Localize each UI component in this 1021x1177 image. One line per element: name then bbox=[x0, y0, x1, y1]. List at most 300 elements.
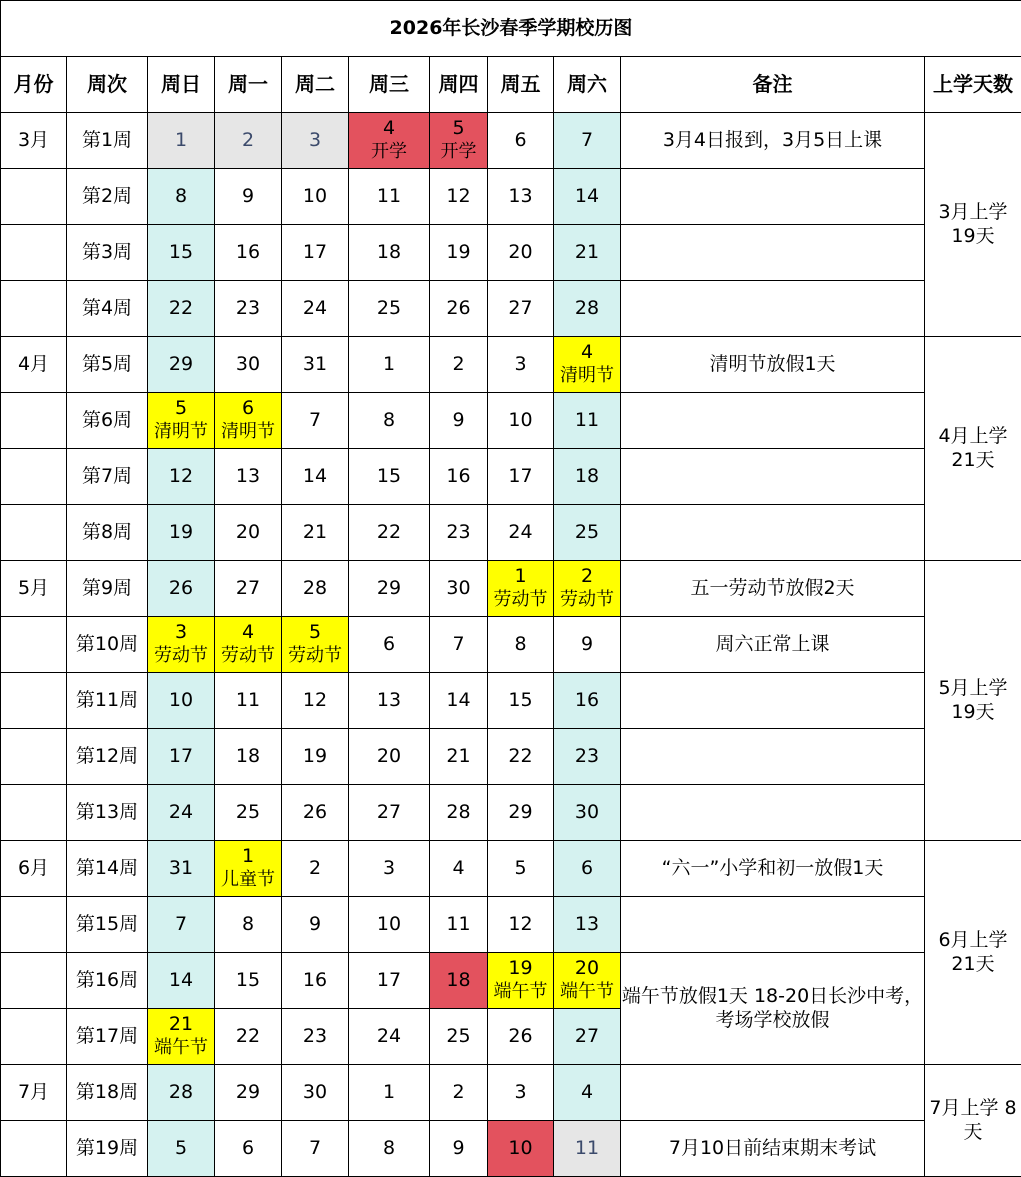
day-number: 2 bbox=[452, 1080, 465, 1103]
week-cell: 第9周 bbox=[67, 561, 148, 617]
day-number: 22 bbox=[508, 744, 533, 767]
day-cell bbox=[349, 449, 430, 505]
day-number: 12 bbox=[508, 912, 533, 935]
day-cell bbox=[554, 113, 621, 169]
week-cell: 第6周 bbox=[67, 393, 148, 449]
day-cell bbox=[282, 785, 349, 841]
day-number: 22 bbox=[235, 1024, 261, 1047]
day-number: 19 bbox=[168, 520, 194, 543]
day-number: 18 bbox=[376, 240, 402, 263]
day-cell bbox=[282, 225, 349, 281]
day-number: 26 bbox=[302, 800, 328, 823]
day-number: 2 bbox=[580, 565, 594, 588]
day-number: 29 bbox=[508, 800, 533, 823]
day-cell bbox=[349, 953, 430, 1009]
day-cell bbox=[488, 673, 554, 729]
day-event-label: 劳动节 bbox=[154, 645, 208, 667]
day-number: 27 bbox=[574, 1024, 600, 1047]
day-cell bbox=[349, 897, 430, 953]
day-number: 17 bbox=[508, 464, 533, 487]
day-cell bbox=[148, 281, 215, 337]
day-number: 12 bbox=[168, 464, 194, 487]
week-row bbox=[1, 113, 1021, 169]
day-cell bbox=[215, 841, 282, 897]
week-row bbox=[1, 897, 1021, 953]
day-number: 4 bbox=[382, 117, 396, 140]
week-row bbox=[1, 281, 1021, 337]
day-cell bbox=[430, 953, 488, 1009]
day-cell bbox=[215, 1009, 282, 1065]
day-cell bbox=[148, 617, 215, 673]
day-event-label: 清明节 bbox=[560, 365, 614, 387]
week-cell: 第15周 bbox=[67, 897, 148, 953]
week-cell: 第19周 bbox=[67, 1121, 148, 1177]
header-notes: 备注 bbox=[621, 57, 925, 113]
day-number: 4 bbox=[580, 1080, 594, 1103]
week-cell: 第12周 bbox=[67, 729, 148, 785]
day-cell bbox=[430, 897, 488, 953]
day-cell bbox=[430, 393, 488, 449]
day-number: 12 bbox=[446, 184, 471, 207]
day-cell bbox=[148, 1009, 215, 1065]
day-cell bbox=[148, 393, 215, 449]
day-number: 25 bbox=[574, 520, 600, 543]
note-cell bbox=[621, 169, 925, 225]
day-cell bbox=[148, 337, 215, 393]
day-cell bbox=[282, 113, 349, 169]
day-cell bbox=[554, 337, 621, 393]
week-row bbox=[1, 393, 1021, 449]
day-cell bbox=[282, 1065, 349, 1121]
day-number: 19 bbox=[302, 744, 328, 767]
day-cell bbox=[282, 449, 349, 505]
week-row bbox=[1, 673, 1021, 729]
day-cell bbox=[488, 1121, 554, 1177]
day-number: 3 bbox=[308, 128, 322, 151]
day-cell bbox=[148, 449, 215, 505]
day-event-label: 儿童节 bbox=[221, 869, 275, 891]
day-number: 29 bbox=[235, 1080, 261, 1103]
day-number: 10 bbox=[302, 184, 328, 207]
month-cell bbox=[1, 673, 67, 729]
day-event-label: 端午节 bbox=[154, 1037, 208, 1059]
day-number: 9 bbox=[452, 408, 465, 431]
day-number: 21 bbox=[446, 744, 471, 767]
day-number: 24 bbox=[302, 296, 328, 319]
day-number: 11 bbox=[235, 688, 261, 711]
header-row bbox=[1, 57, 1021, 113]
day-number: 7 bbox=[308, 408, 322, 431]
day-number: 19 bbox=[508, 957, 533, 980]
day-cell bbox=[349, 169, 430, 225]
month-cell bbox=[1, 897, 67, 953]
day-cell bbox=[215, 449, 282, 505]
note-cell: 清明节放假1天 bbox=[621, 337, 925, 393]
day-cell bbox=[349, 505, 430, 561]
day-cell bbox=[430, 169, 488, 225]
header-wednesday: 周三 bbox=[349, 57, 430, 113]
day-cell bbox=[554, 785, 621, 841]
day-cell bbox=[349, 561, 430, 617]
day-number: 20 bbox=[376, 744, 402, 767]
day-number: 13 bbox=[508, 184, 533, 207]
calendar-title: 2026年长沙春季学期校历图 bbox=[1, 1, 1021, 57]
week-cell: 第11周 bbox=[67, 673, 148, 729]
day-cell bbox=[488, 953, 554, 1009]
day-cell bbox=[430, 449, 488, 505]
week-row bbox=[1, 785, 1021, 841]
day-cell bbox=[554, 953, 621, 1009]
day-cell bbox=[488, 561, 554, 617]
day-cell bbox=[554, 1121, 621, 1177]
day-number: 8 bbox=[382, 408, 396, 431]
month-cell: 5月 bbox=[1, 561, 67, 617]
note-cell bbox=[621, 393, 925, 449]
day-number: 6 bbox=[382, 632, 396, 655]
day-cell bbox=[148, 1121, 215, 1177]
day-number: 13 bbox=[376, 688, 402, 711]
month-cell bbox=[1, 169, 67, 225]
week-cell: 第8周 bbox=[67, 505, 148, 561]
day-number: 8 bbox=[514, 632, 527, 655]
week-cell: 第1周 bbox=[67, 113, 148, 169]
month-cell bbox=[1, 1121, 67, 1177]
day-cell bbox=[488, 393, 554, 449]
day-number: 28 bbox=[168, 1080, 194, 1103]
day-number: 20 bbox=[574, 957, 600, 980]
day-cell bbox=[215, 617, 282, 673]
day-cell bbox=[215, 113, 282, 169]
title-row bbox=[1, 1, 1021, 57]
day-cell bbox=[215, 785, 282, 841]
day-cell bbox=[282, 505, 349, 561]
day-number: 3 bbox=[382, 856, 396, 879]
day-number: 23 bbox=[235, 296, 261, 319]
day-cell bbox=[488, 785, 554, 841]
day-number: 5 bbox=[452, 117, 465, 140]
week-row bbox=[1, 729, 1021, 785]
day-cell bbox=[282, 393, 349, 449]
day-cell bbox=[349, 729, 430, 785]
day-number: 30 bbox=[302, 1080, 328, 1103]
month-cell bbox=[1, 225, 67, 281]
week-cell: 第10周 bbox=[67, 617, 148, 673]
day-event-label: 劳动节 bbox=[493, 589, 548, 611]
day-number: 8 bbox=[241, 912, 255, 935]
day-number: 16 bbox=[302, 968, 328, 991]
day-cell bbox=[215, 1121, 282, 1177]
day-number: 23 bbox=[574, 744, 600, 767]
day-number: 24 bbox=[376, 1024, 402, 1047]
day-cell bbox=[430, 1009, 488, 1065]
day-number: 7 bbox=[452, 632, 465, 655]
day-cell bbox=[282, 1009, 349, 1065]
day-number: 6 bbox=[580, 856, 594, 879]
month-cell: 4月 bbox=[1, 337, 67, 393]
day-cell bbox=[430, 113, 488, 169]
day-cell bbox=[430, 729, 488, 785]
day-cell bbox=[554, 225, 621, 281]
day-cell bbox=[554, 617, 621, 673]
day-cell bbox=[282, 841, 349, 897]
day-cell bbox=[148, 673, 215, 729]
day-cell bbox=[215, 505, 282, 561]
week-cell: 第7周 bbox=[67, 449, 148, 505]
week-row bbox=[1, 505, 1021, 561]
day-cell bbox=[488, 1009, 554, 1065]
day-cell bbox=[488, 113, 554, 169]
day-cell bbox=[282, 337, 349, 393]
note-cell bbox=[621, 281, 925, 337]
day-cell bbox=[215, 729, 282, 785]
day-cell bbox=[148, 225, 215, 281]
header-monday: 周一 bbox=[215, 57, 282, 113]
week-cell: 第18周 bbox=[67, 1065, 148, 1121]
day-number: 23 bbox=[446, 520, 471, 543]
week-cell: 第17周 bbox=[67, 1009, 148, 1065]
day-cell bbox=[282, 1121, 349, 1177]
day-cell bbox=[488, 897, 554, 953]
month-cell bbox=[1, 505, 67, 561]
day-number: 11 bbox=[574, 1136, 600, 1159]
day-cell bbox=[430, 673, 488, 729]
day-number: 16 bbox=[446, 464, 471, 487]
day-cell bbox=[430, 225, 488, 281]
day-cell bbox=[349, 113, 430, 169]
day-cell bbox=[282, 729, 349, 785]
week-row bbox=[1, 1121, 1021, 1177]
day-cell bbox=[349, 1009, 430, 1065]
day-cell bbox=[554, 449, 621, 505]
day-cell bbox=[349, 337, 430, 393]
day-number: 3 bbox=[174, 621, 188, 644]
day-cell bbox=[282, 169, 349, 225]
day-cell bbox=[215, 897, 282, 953]
day-cell bbox=[488, 841, 554, 897]
day-number: 5 bbox=[174, 1136, 188, 1159]
day-cell bbox=[554, 897, 621, 953]
day-number: 4 bbox=[580, 341, 594, 364]
day-number: 28 bbox=[574, 296, 600, 319]
week-row bbox=[1, 561, 1021, 617]
day-number: 15 bbox=[235, 968, 261, 991]
day-cell bbox=[554, 1065, 621, 1121]
day-cell bbox=[349, 841, 430, 897]
day-cell bbox=[488, 505, 554, 561]
day-event-label: 清明节 bbox=[221, 421, 275, 443]
day-number: 26 bbox=[168, 576, 194, 599]
header-month: 月份 bbox=[1, 57, 67, 113]
day-number: 16 bbox=[574, 688, 600, 711]
day-number: 27 bbox=[508, 296, 533, 319]
day-number: 1 bbox=[241, 845, 255, 868]
school-days-cell: 4月上学 21天 bbox=[925, 337, 1021, 561]
day-number: 2 bbox=[452, 352, 465, 375]
day-number: 17 bbox=[302, 240, 328, 263]
day-cell bbox=[215, 561, 282, 617]
note-cell bbox=[621, 673, 925, 729]
day-number: 26 bbox=[508, 1024, 533, 1047]
day-event-label: 劳动节 bbox=[288, 645, 342, 667]
day-number: 30 bbox=[574, 800, 600, 823]
month-cell bbox=[1, 729, 67, 785]
day-number: 25 bbox=[376, 296, 402, 319]
note-cell: 端午节放假1天 18-20日长沙中考，考场学校放假 bbox=[621, 953, 925, 1065]
note-cell bbox=[621, 449, 925, 505]
note-cell: 周六正常上课 bbox=[621, 617, 925, 673]
day-cell bbox=[148, 897, 215, 953]
day-cell bbox=[430, 1121, 488, 1177]
day-number: 18 bbox=[235, 744, 261, 767]
day-number: 18 bbox=[446, 968, 471, 991]
day-cell bbox=[282, 617, 349, 673]
week-cell: 第3周 bbox=[67, 225, 148, 281]
school-days-cell: 6月上学 21天 bbox=[925, 841, 1021, 1065]
day-number: 5 bbox=[514, 856, 527, 879]
day-number: 6 bbox=[514, 128, 527, 151]
day-cell bbox=[488, 169, 554, 225]
day-cell bbox=[554, 169, 621, 225]
day-number: 4 bbox=[452, 856, 465, 879]
day-cell bbox=[215, 281, 282, 337]
month-cell bbox=[1, 953, 67, 1009]
day-cell bbox=[148, 729, 215, 785]
week-row bbox=[1, 169, 1021, 225]
day-cell bbox=[349, 393, 430, 449]
day-number: 9 bbox=[452, 1136, 465, 1159]
day-cell bbox=[488, 281, 554, 337]
note-cell bbox=[621, 897, 925, 953]
day-cell bbox=[282, 897, 349, 953]
day-number: 10 bbox=[376, 912, 402, 935]
day-number: 6 bbox=[241, 397, 255, 420]
day-cell bbox=[554, 841, 621, 897]
day-cell bbox=[554, 505, 621, 561]
day-number: 2 bbox=[241, 128, 255, 151]
month-cell: 7月 bbox=[1, 1065, 67, 1121]
day-number: 14 bbox=[168, 968, 194, 991]
header-week: 周次 bbox=[67, 57, 148, 113]
school-days-cell: 5月上学 19天 bbox=[925, 561, 1021, 841]
day-number: 19 bbox=[446, 240, 471, 263]
day-cell bbox=[488, 1065, 554, 1121]
day-cell bbox=[430, 561, 488, 617]
note-cell: 五一劳动节放假2天 bbox=[621, 561, 925, 617]
day-cell bbox=[488, 337, 554, 393]
day-cell bbox=[148, 1065, 215, 1121]
day-cell bbox=[554, 561, 621, 617]
day-cell bbox=[282, 673, 349, 729]
day-number: 31 bbox=[302, 352, 328, 375]
day-number: 17 bbox=[168, 744, 194, 767]
day-cell bbox=[349, 785, 430, 841]
day-cell bbox=[430, 337, 488, 393]
day-cell bbox=[488, 617, 554, 673]
day-number: 11 bbox=[376, 184, 402, 207]
day-number: 9 bbox=[580, 632, 594, 655]
note-cell bbox=[621, 729, 925, 785]
day-cell bbox=[148, 785, 215, 841]
day-cell bbox=[554, 1009, 621, 1065]
day-number: 13 bbox=[574, 912, 600, 935]
week-cell: 第5周 bbox=[67, 337, 148, 393]
day-number: 4 bbox=[241, 621, 255, 644]
week-row bbox=[1, 225, 1021, 281]
day-number: 30 bbox=[446, 576, 471, 599]
day-cell bbox=[282, 561, 349, 617]
day-number: 16 bbox=[235, 240, 261, 263]
day-number: 15 bbox=[508, 688, 533, 711]
day-number: 28 bbox=[302, 576, 328, 599]
week-row bbox=[1, 953, 1021, 1009]
day-number: 25 bbox=[446, 1024, 471, 1047]
day-cell bbox=[349, 225, 430, 281]
note-cell: 3月4日报到，3月5日上课 bbox=[621, 113, 925, 169]
header-saturday: 周六 bbox=[554, 57, 621, 113]
school-days-cell: 3月上学 19天 bbox=[925, 113, 1021, 337]
day-cell bbox=[430, 1065, 488, 1121]
week-row bbox=[1, 1065, 1021, 1121]
day-cell bbox=[148, 169, 215, 225]
day-number: 11 bbox=[574, 408, 600, 431]
day-cell bbox=[349, 617, 430, 673]
day-number: 15 bbox=[168, 240, 194, 263]
note-cell bbox=[621, 225, 925, 281]
day-cell bbox=[488, 225, 554, 281]
day-number: 14 bbox=[302, 464, 328, 487]
day-cell bbox=[430, 785, 488, 841]
day-cell bbox=[215, 953, 282, 1009]
day-cell bbox=[215, 169, 282, 225]
day-cell bbox=[215, 393, 282, 449]
day-number: 13 bbox=[235, 464, 261, 487]
day-number: 1 bbox=[382, 1080, 396, 1103]
note-cell bbox=[621, 785, 925, 841]
day-event-label: 端午节 bbox=[493, 981, 548, 1003]
school-days-cell: 7月上学 8天 bbox=[925, 1065, 1021, 1177]
month-cell bbox=[1, 1009, 67, 1065]
day-cell bbox=[349, 673, 430, 729]
header-school-days: 上学天数 bbox=[925, 57, 1021, 113]
day-event-label: 开学 bbox=[371, 141, 407, 163]
header-sunday: 周日 bbox=[148, 57, 215, 113]
day-cell bbox=[148, 113, 215, 169]
day-number: 26 bbox=[446, 296, 471, 319]
day-number: 2 bbox=[308, 856, 322, 879]
day-number: 1 bbox=[514, 565, 527, 588]
day-cell bbox=[215, 673, 282, 729]
day-number: 7 bbox=[580, 128, 594, 151]
day-number: 1 bbox=[382, 352, 396, 375]
day-cell bbox=[430, 617, 488, 673]
month-cell bbox=[1, 281, 67, 337]
day-cell bbox=[554, 393, 621, 449]
month-cell: 6月 bbox=[1, 841, 67, 897]
day-number: 29 bbox=[376, 576, 402, 599]
day-number: 20 bbox=[508, 240, 533, 263]
day-number: 9 bbox=[308, 912, 322, 935]
month-cell bbox=[1, 785, 67, 841]
week-cell: 第2周 bbox=[67, 169, 148, 225]
day-cell bbox=[430, 281, 488, 337]
week-row bbox=[1, 841, 1021, 897]
day-number: 18 bbox=[574, 464, 600, 487]
day-number: 5 bbox=[308, 621, 322, 644]
day-number: 9 bbox=[241, 184, 255, 207]
month-cell bbox=[1, 617, 67, 673]
day-event-label: 端午节 bbox=[560, 981, 614, 1003]
day-number: 29 bbox=[168, 352, 194, 375]
